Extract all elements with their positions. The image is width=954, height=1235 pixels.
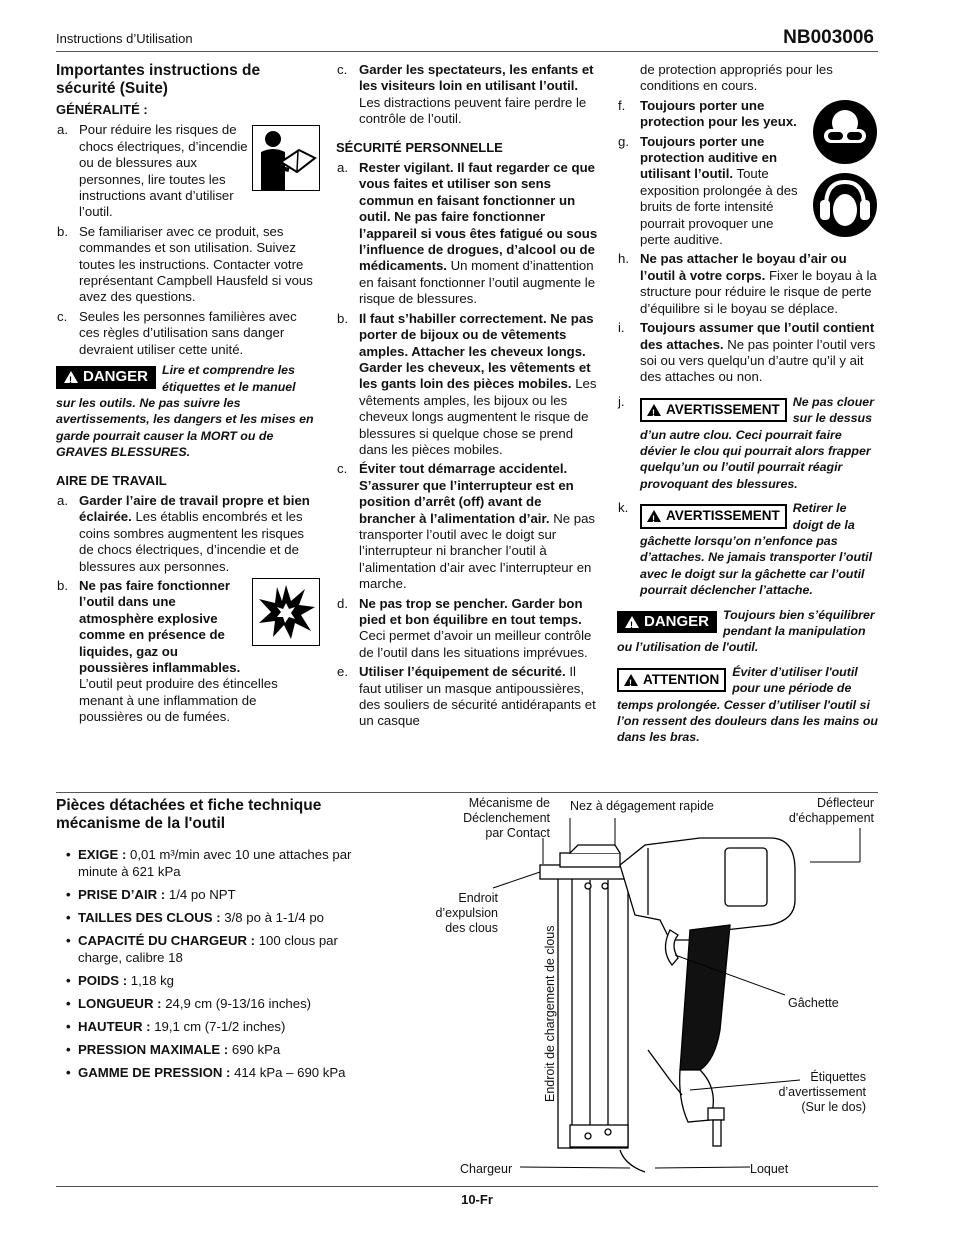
label-chargeur: Chargeur (460, 1162, 513, 1176)
spec-item: • EXIGE : 0,01 m³/min avec 10 une attaches par minute à 621 kPa (66, 846, 366, 880)
generalite-c: c. Seules les personnes familières avec ces règles d’utilisation sans danger devraient utiliser cette unité. (57, 308, 297, 357)
avertissement-badge: ! AVERTISSEMENT (640, 504, 787, 528)
header-title: Instructions d’Utilisation (56, 31, 193, 46)
warning-j: j. ! AVERTISSEMENT Ne pas clouer sur le dessus d’un autre clou. Ceci pourrait faire dévier le clou qui pourrait alors frapper quelqu’un ou l’outil pourrait réagir provoquant des blessures. (617, 394, 879, 492)
specs-title: Pièces détachées et fiche technique mécanisme de la l'outil (56, 797, 322, 832)
warning-triangle-icon (624, 674, 638, 686)
aire-a: a. Garder l’aire de travail propre et bien éclairée. Les établis encombrés et les coins sombres augmentent les risques de chocs électriques, d’incendie et de blessures aux personnes. (57, 492, 310, 574)
aire-c: c. Garder les spectateurs, les enfants et les visiteurs loin en utilisant l’outil. Les distractions peuvent faire perdre le contrôle de l’outil. (337, 62, 594, 127)
danger-badge: ! DANGER (56, 366, 156, 388)
spec-item: • PRISE D’AIR : 1/4 po NPT (66, 886, 366, 903)
read-manual-icon (252, 125, 320, 191)
spec-item: • TAILLES DES CLOUS : 3/8 po à 1-1/4 po (66, 909, 366, 926)
securite-b: b. Il faut s’habiller correctement. Ne pas porter de bijoux ou de vêtements amples. Attacher les cheveux longs. Garder les cheveux, les vêtements et les gants loin des pièces mobiles. Les vêtements amples, les bijoux ou les cheveux longs augmentent le risque de blessures si quelque chose se prend dans les pièces mobiles. (337, 310, 597, 457)
attention-warning: ! ATTENTION Éviter d’utiliser l'outil pour une période de temps prolongée. Cesser d’utiliser l'outil si l’on ressent des douleurs dans les mains ou dans les bras. (617, 664, 879, 746)
spec-item: • POIDS : 1,18 kg (66, 972, 366, 989)
securite-g: g. Toujours porter une protection auditive en utilisant l’outil. Toute exposition prolongée à des bruits de forte intensité pourrait provoquer une perte auditive. (618, 133, 798, 248)
generalite-a: a. Pour réduire les risques de chocs électriques, d’incendie ou de blessures aux personnes, lire toutes les instructions avant d’utiliser l’outil. (57, 122, 248, 220)
generalite-heading: GÉNÉRALITÉ : (56, 102, 148, 117)
spec-item: • PRESSION MAXIMALE : 690 kPa (66, 1041, 366, 1058)
securite-c: c. Éviter tout démarrage accidentel. S’assurer que l’interrupteur est en position d’arrêt (off) avant de brancher à l’alimentation d’air. Ne pas transporter l’outil avec le doigt sur l’interrupteur ni brancher l’outil à l’alimentation d’air avec l’interrupteur en marche. (337, 461, 595, 592)
spec-item: • CAPACITÉ DU CHARGEUR : 100 clous par charge, calibre 18 (66, 932, 366, 966)
attention-badge: ! ATTENTION (617, 668, 726, 692)
danger-warning-1: ! DANGER Lire et comprendre les étiquettes et le manuel sur les outils. Ne pas suivre les avertissements, les dangers et les mises en garde pourrait causer la MORT ou de GRAVES BLESSURES. (56, 362, 318, 460)
danger-badge: ! DANGER (617, 611, 717, 633)
danger-warning-2: ! DANGER Toujours bien s’équilibrer pendant la manipulation ou l’utilisation de l'outil. (617, 607, 879, 656)
securite-f: f. Toujours porter une protection pour les yeux. (618, 97, 797, 130)
footer-rule (56, 1186, 878, 1187)
header-rule (56, 51, 878, 52)
securite-d: d. Ne pas trop se pencher. Garder bon pied et bon équilibre en tout temps. Ceci permet d’avoir un meilleur contrôle de l’outil dans les situations imprévues. (337, 595, 592, 660)
label-mecanisme: Mécanisme de Déclenchement par Contact (463, 796, 550, 840)
label-expulsion: Endroit d’expulsion des clous (435, 891, 498, 935)
page-number: 10-Fr (461, 1192, 493, 1207)
column-2 (336, 62, 600, 733)
label-gachette: Gâchette (788, 996, 839, 1010)
explosion-icon (252, 578, 320, 646)
label-deflecteur: Déflecteur d'échappement (788, 796, 874, 825)
generalite-b: b. Se familiariser avec ce produit, ses commandes et son utilisation. Suivez toutes les instructions. Contacter votre représentant Campbell Hausfeld si vous avez des questions. (57, 223, 313, 305)
securite-h: h. Ne pas attacher le boyau d’air ou l’outil à votre corps. Fixer le boyau à la structure pour réduire le risque de perte d’équilibre si le boyau se déplace. (618, 251, 877, 316)
warning-triangle-icon (647, 510, 661, 522)
model-number: NB003006 (783, 27, 874, 48)
nailer-diagram (420, 790, 890, 1190)
specs-list (66, 846, 366, 1087)
securite-e: e. Utiliser l’équipement de sécurité. Il faut utiliser un masque antipoussières, des souliers de sécurité antidérapants et un casque (337, 664, 596, 729)
spec-item: • HAUTEUR : 19,1 cm (7-1/2 inches) (66, 1018, 366, 1035)
warning-triangle-icon (647, 404, 661, 416)
magazine-shape (570, 878, 628, 1148)
avertissement-badge: ! AVERTISSEMENT (640, 398, 787, 422)
eye-protection-icon (812, 99, 878, 165)
securite-i: i. Toujours assumer que l’outil contient des attaches. Ne pas pointer l’outil vers soi ou vers quelqu’un d’autre qu’il y ait des attaches ou non. (618, 320, 876, 385)
securite-heading: SÉCURITÉ PERSONNELLE (336, 139, 503, 155)
warning-k: k. ! AVERTISSEMENT Retirer le doigt de la gâchette lorsqu’on n’enfonce pas d’attaches. Ne jamais transporter l’outil avec le doigt sur la gâchette car l’outil pourrait déclencher l’attache. (617, 500, 879, 598)
warning-triangle-icon (64, 371, 78, 383)
section-title: Importantes instructions de sécurité (Suite) (56, 62, 261, 97)
label-loquet: Loquet (750, 1162, 789, 1176)
warning-triangle-icon (625, 616, 639, 628)
securite-e-cont: de protection appropriés pour les conditions en cours. (640, 62, 833, 94)
ear-protection-icon (812, 172, 878, 238)
aire-heading: AIRE DE TRAVAIL (56, 472, 167, 488)
spec-item: • GAMME DE PRESSION : 414 kPa – 690 kPa (66, 1064, 366, 1081)
label-etiquettes: Étiquettes d’avertissement (Sur le dos) (778, 1070, 866, 1114)
securite-a: a. Rester vigilant. Il faut regarder ce que vous faites et utiliser son sens commun en faisant fonctionner un outil. Ne pas faire fonctionner l’appareil si vous êtes fatigué ou sous l’influence de drogues, d’alcool ou de médicaments. Un moment d’inattention en faisant fonctionner l’outil augmente le risque de blessures. (337, 160, 598, 307)
spec-item: • LONGUEUR : 24,9 cm (9-13/16 inches) (66, 995, 366, 1012)
aire-b: b. Ne pas faire fonctionner l’outil dans une atmosphère explosive comme en présence de liquides, gaz ou poussières inflammables. L’outil peut produire des étincelles menant à une inflammation de poussières ou de fumées. (57, 577, 278, 725)
label-chargement: Endroit de chargement de clous (543, 925, 557, 1102)
label-nez: Nez à dégagement rapide (570, 799, 714, 813)
